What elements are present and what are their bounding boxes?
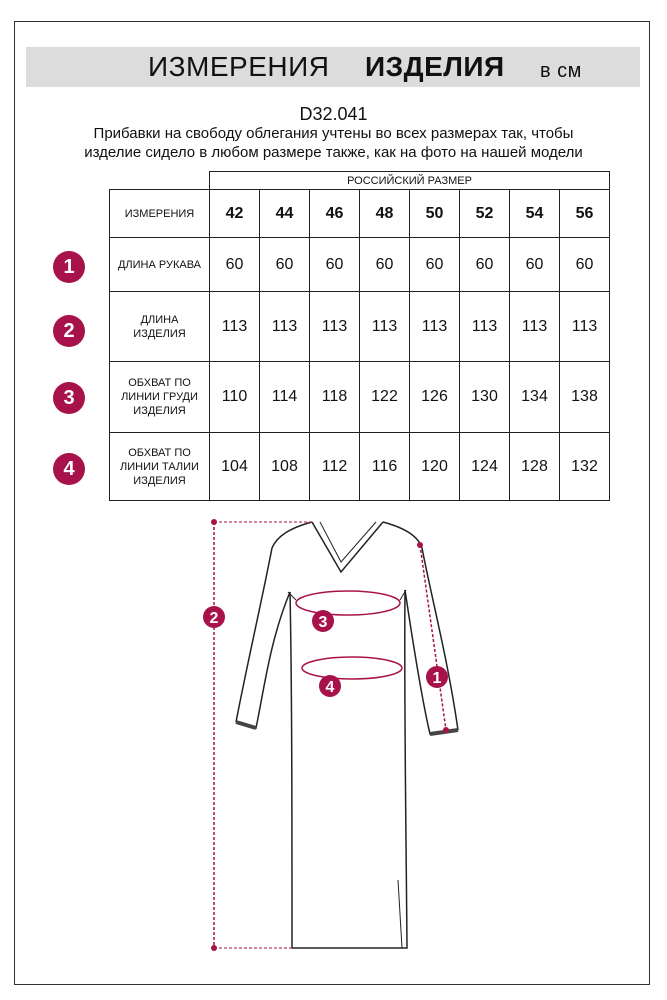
row-label-line: ДЛИНА РУКАВА	[117, 258, 202, 271]
dress-diagram	[0, 505, 667, 960]
size-header: 54	[510, 190, 560, 238]
row-label	[110, 433, 210, 501]
row-label-line: ИЗДЕЛИЯ	[133, 405, 186, 417]
table-cell: 124	[460, 433, 510, 501]
table-cell: 108	[260, 433, 310, 501]
table-cell: 120	[410, 433, 460, 501]
table-cell: 60	[360, 238, 410, 292]
table-cell: 112	[310, 433, 360, 501]
product-code: D32.041	[299, 104, 368, 124]
size-table	[109, 171, 610, 501]
dress-length-indicator	[211, 519, 312, 951]
table-row	[110, 433, 610, 501]
row-label	[110, 362, 210, 433]
row-label-line: ДЛИНА	[140, 313, 179, 326]
row-label	[110, 238, 210, 292]
size-header: 46	[310, 190, 360, 238]
table-cell: 138	[560, 362, 610, 433]
table-row	[110, 292, 610, 362]
table-cell: 113	[310, 292, 360, 362]
size-header: 48	[360, 190, 410, 238]
table-cell: 60	[460, 238, 510, 292]
row-label-line: ЛИНИИ ТАЛИИ	[120, 460, 199, 473]
table-cell: 126	[410, 362, 460, 433]
table-cell: 60	[310, 238, 360, 292]
row-label-line: ОБХВАТ ПО	[128, 446, 191, 459]
table-row	[110, 238, 610, 292]
table-cell: 60	[210, 238, 260, 292]
dress-outline	[236, 522, 458, 948]
row-badge: 3	[53, 382, 85, 414]
marker-1	[426, 666, 448, 688]
size-header: 50	[410, 190, 460, 238]
row-label-line: ОБХВАТ ПО	[128, 377, 191, 389]
table-cell: 132	[560, 433, 610, 501]
size-header: 56	[560, 190, 610, 238]
table-cell: 113	[510, 292, 560, 362]
table-cell: 113	[260, 292, 310, 362]
svg-text:1: 1	[432, 670, 442, 687]
title-product: ИЗДЕЛИЯ	[365, 51, 505, 82]
size-group-header: РОССИЙСКИЙ РАЗМЕР	[210, 172, 610, 190]
table-cell: 134	[510, 362, 560, 433]
table-cell: 60	[560, 238, 610, 292]
fit-note-line-2: изделие сидело в любом размере также, как на фото на нашей модели	[84, 144, 583, 161]
size-header: 52	[460, 190, 510, 238]
table-cell: 130	[460, 362, 510, 433]
size-header: 42	[210, 190, 260, 238]
table-cell: 60	[260, 238, 310, 292]
table-cell: 113	[560, 292, 610, 362]
row-badge: 1	[53, 251, 85, 283]
table-cell: 118	[310, 362, 360, 433]
title-unit: в см	[540, 60, 582, 82]
table-cell: 113	[210, 292, 260, 362]
svg-text:2: 2	[209, 610, 219, 627]
sleeve-length-indicator	[417, 542, 449, 733]
marker-4	[319, 675, 341, 697]
table-cell: 104	[210, 433, 260, 501]
table-cell: 60	[410, 238, 460, 292]
table-cell: 116	[360, 433, 410, 501]
size-header: 44	[260, 190, 310, 238]
table-row	[110, 362, 610, 433]
row-label-line: ИЗДЕЛИЯ	[133, 474, 186, 487]
waist-girth-indicator	[302, 657, 402, 679]
row-badge: 4	[53, 453, 85, 485]
table-cell: 128	[510, 433, 560, 501]
table-corner	[110, 172, 210, 190]
table-cell: 114	[260, 362, 310, 433]
table-cell: 113	[410, 292, 460, 362]
table-cell: 122	[360, 362, 410, 433]
table-cell: 113	[360, 292, 410, 362]
chest-girth-indicator	[296, 591, 400, 615]
marker-2	[203, 606, 225, 628]
title-measurements: ИЗМЕРЕНИЯ	[148, 51, 330, 82]
measure-header: ИЗМЕРЕНИЯ	[110, 190, 210, 238]
marker-3	[312, 610, 334, 632]
svg-text:4: 4	[325, 679, 335, 696]
row-label-line: ИЗДЕЛИЯ	[133, 327, 186, 340]
fit-note-line-1: Прибавки на свободу облегания учтены во всех размерах так, чтобы	[93, 125, 574, 142]
row-label	[110, 292, 210, 362]
table-cell: 110	[210, 362, 260, 433]
svg-text:3: 3	[318, 614, 328, 631]
row-label-line: ЛИНИИ ГРУДИ	[121, 391, 198, 403]
table-cell: 113	[460, 292, 510, 362]
row-badge: 2	[53, 315, 85, 347]
table-cell: 60	[510, 238, 560, 292]
